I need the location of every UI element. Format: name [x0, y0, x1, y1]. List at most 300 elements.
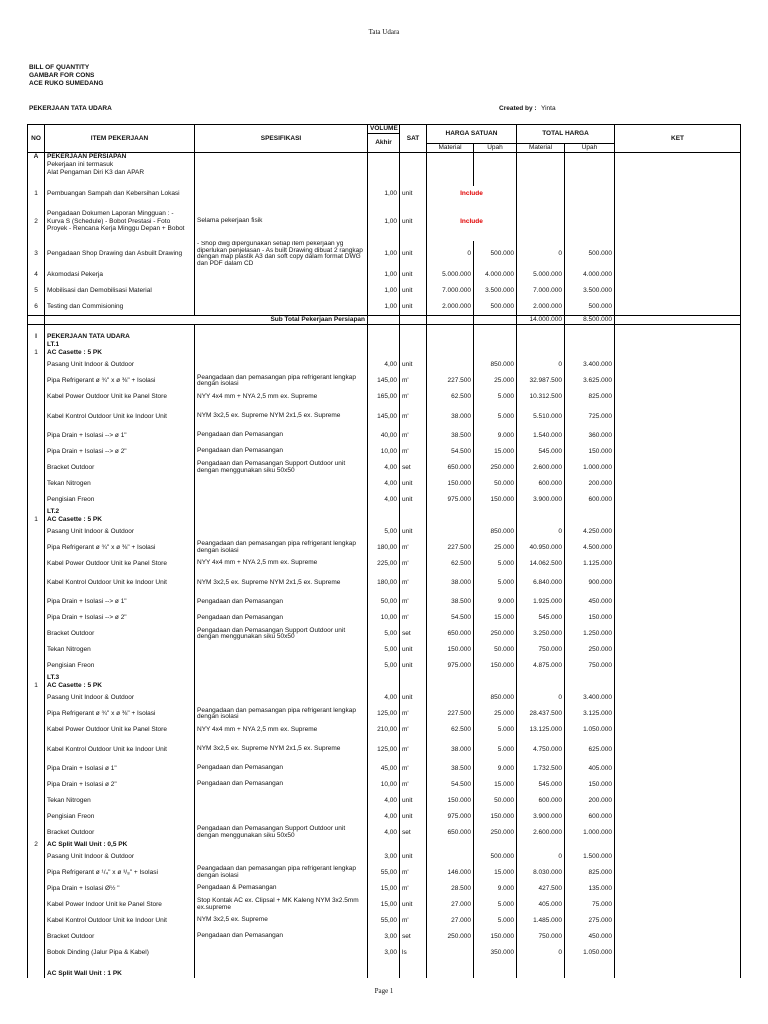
cell-volume [368, 682, 400, 690]
cell-total-material [517, 177, 565, 186]
cell-total-material: 7.000.000 [517, 283, 565, 299]
cell-no [28, 913, 45, 929]
cell-material: 975.000 [427, 658, 474, 674]
cell-ket [615, 341, 741, 349]
cell-ket [615, 849, 741, 865]
col-no: NO [28, 125, 45, 153]
cell-ket [615, 881, 741, 897]
cell-ket [615, 333, 741, 341]
cell-total-material [517, 674, 565, 682]
cell-volume [368, 169, 400, 177]
cell-total-material: 3.900.000 [517, 492, 565, 508]
table-row [28, 349, 741, 357]
cell-upah: 9.000 [474, 594, 517, 610]
cell-sat: m' [400, 738, 427, 761]
cell-volume: 210,00 [368, 722, 400, 738]
cell-upah: 500.000 [474, 241, 517, 267]
col-total-material: Material [517, 144, 565, 153]
table-row [28, 476, 741, 492]
cell-upah: 5.000 [474, 556, 517, 572]
cell-spec: NYY 4x4 mm + NYA 2,5 mm ex. Supreme [195, 389, 368, 405]
cell-upah: 50.000 [474, 476, 517, 492]
cell-item: Pipa Drain + Isolasi --> ø 1" [45, 428, 195, 444]
cell-ket [615, 324, 741, 333]
cell-item: Pipa Refrigerant ø ¾" x ø ⅜" + Isolasi [45, 540, 195, 556]
cell-volume: 5,00 [368, 524, 400, 540]
cell-no [28, 389, 45, 405]
table-row [28, 674, 741, 682]
table-row [28, 682, 741, 690]
cell-item: Kabel Power Outdoor Unit ke Panel Store [45, 722, 195, 738]
cell-item: Pipa Drain + Isolasi --> ø 2" [45, 444, 195, 460]
cell-total-material: 5.510.000 [517, 405, 565, 428]
cell-total-material: 405.000 [517, 897, 565, 913]
cell-total-upah: 3.125.000 [565, 706, 615, 722]
cell-volume: 165,00 [368, 389, 400, 405]
cell-total-upah: 1.500.000 [565, 849, 615, 865]
cell-item: Pengadaan Shop Drawing dan Asbuilt Drawing [45, 241, 195, 267]
table-row [28, 626, 741, 642]
table-row [28, 913, 741, 929]
cell-volume: 3,00 [368, 849, 400, 865]
cell-material: 62.500 [427, 556, 474, 572]
cell-material: 227.500 [427, 706, 474, 722]
cell-total-upah: 1.050.000 [565, 722, 615, 738]
cell-sat [400, 177, 427, 186]
cell-spec: Pengadaan dan Pemasangan Support Outdoor unit dengan menggunakan siku 50x50 [195, 626, 368, 642]
cell-no [28, 761, 45, 777]
cell-no [28, 444, 45, 460]
cell-sat: m' [400, 405, 427, 428]
cell-material: 62.500 [427, 722, 474, 738]
cell-volume: 1,00 [368, 202, 400, 242]
cell-total-material [517, 961, 565, 970]
cell-total-material: 14.062.500 [517, 556, 565, 572]
cell-spec: Pengadaan dan Pemasangan [195, 610, 368, 626]
cell-spec: NYM 3x2,5 ex. Supreme [195, 913, 368, 929]
cell-total-upah: 150.000 [565, 777, 615, 793]
col-material: Material [427, 144, 474, 153]
cell-item: Pipa Drain + Isolasi ø 2" [45, 777, 195, 793]
cell-upah: 5.000 [474, 738, 517, 761]
cell-item: Bobok Dinding (Jalur Pipa & Kabel) [45, 945, 195, 961]
cell-volume [368, 341, 400, 349]
cell-spec [195, 849, 368, 865]
cell-spec: Pengadaan dan Pemasangan Support Outdoor unit dengan menggunakan siku 50x50 [195, 460, 368, 476]
cell-upah: 15.000 [474, 444, 517, 460]
table-row [28, 186, 741, 202]
table-row [28, 492, 741, 508]
cell-total-upah [565, 349, 615, 357]
cell-total-material: 40.950.000 [517, 540, 565, 556]
cell-total-upah [565, 202, 615, 242]
cell-spec: - Shop dwg dipergunakan setiap item pekerjaan yg diperlukan penjelasan - As built Drawing dibuat 2 rangkap dengan map plastik A3 dan soft copy dalam format DWG dan PDF dalam CD [195, 241, 368, 267]
cell-volume: 55,00 [368, 913, 400, 929]
cell-material [427, 357, 474, 373]
cell-spec: Peangadaan dan pemasangan pipa refrigerant lengkap dengan isolasi [195, 540, 368, 556]
cell-spec [195, 809, 368, 825]
cell-upah: 5.000 [474, 405, 517, 428]
cell-upah: 50.000 [474, 793, 517, 809]
cell-total-material: 0 [517, 524, 565, 540]
cell-sat: unit [400, 241, 427, 267]
cell-material: 62.500 [427, 389, 474, 405]
cell-sat: unit [400, 186, 427, 202]
cell-no [28, 315, 45, 324]
cell-total-material: 0 [517, 849, 565, 865]
cell-ket [615, 177, 741, 186]
cell-spec [195, 283, 368, 299]
cell-material [427, 333, 474, 341]
cell-total-upah: 4.000.000 [565, 267, 615, 283]
cell-spec [195, 177, 368, 186]
cell-no [28, 738, 45, 761]
cell-sat: m' [400, 913, 427, 929]
cell-sat [400, 315, 427, 324]
cell-upah: 5.000 [474, 722, 517, 738]
table-row [28, 333, 741, 341]
cell-sat [400, 169, 427, 177]
cell-item: Kabel Power Outdoor Unit ke Panel Store [45, 389, 195, 405]
cell-total-upah: 1.125.000 [565, 556, 615, 572]
page-footer: Page 1 [374, 987, 394, 995]
table-row [28, 738, 741, 761]
cell-spec: Pengadaan dan Pemasangan [195, 929, 368, 945]
cell-no [28, 929, 45, 945]
cell-ket [615, 738, 741, 761]
table-row [28, 793, 741, 809]
cell-material [427, 161, 474, 169]
cell-volume: 4,00 [368, 492, 400, 508]
cell-no [28, 556, 45, 572]
cell-total-upah [565, 324, 615, 333]
cell-volume: 180,00 [368, 540, 400, 556]
cell-no [28, 642, 45, 658]
cell-material [427, 841, 474, 849]
cell-sat: unit [400, 809, 427, 825]
cell-volume: 5,00 [368, 642, 400, 658]
cell-spec: Pengadaan dan Pemasangan [195, 594, 368, 610]
cell-total-upah: 900.000 [565, 572, 615, 595]
cell-sat [400, 333, 427, 341]
include-badge: Include [427, 186, 517, 202]
cell-material: 38.000 [427, 572, 474, 595]
col-harga-satuan: HARGA SATUAN [427, 125, 517, 144]
cell-total-material: 0 [517, 241, 565, 267]
table-row [28, 405, 741, 428]
cell-spec [195, 299, 368, 315]
cell-item: Pengisian Freon [45, 809, 195, 825]
cell-volume [368, 161, 400, 169]
cell-total-upah: 405.000 [565, 761, 615, 777]
table-row [28, 267, 741, 283]
cell-total-upah: 4.500.000 [565, 540, 615, 556]
cell-upah: 9.000 [474, 761, 517, 777]
cell-volume: 40,00 [368, 428, 400, 444]
cell-spec [195, 349, 368, 357]
cell-material: 7.000.000 [427, 283, 474, 299]
table-row [28, 202, 741, 242]
cell-total-upah [565, 682, 615, 690]
cell-ket [615, 405, 741, 428]
cell-spec: Pengadaan dan Pemasangan [195, 777, 368, 793]
cell-sat: m' [400, 428, 427, 444]
cell-spec: NYM 3x2,5 ex. Supreme NYM 2x1,5 ex. Supreme [195, 572, 368, 595]
cell-no: 3 [28, 241, 45, 267]
table-row [28, 153, 741, 161]
cell-no: 2 [28, 202, 45, 242]
cell-spec [195, 169, 368, 177]
col-item: ITEM PEKERJAAN [45, 125, 195, 153]
cell-total-material: 3.900.000 [517, 809, 565, 825]
table-row [28, 722, 741, 738]
cell-sat: m' [400, 881, 427, 897]
cell-material [427, 524, 474, 540]
cell-ket [615, 594, 741, 610]
table-row [28, 706, 741, 722]
cell-ket [615, 267, 741, 283]
cell-upah: 850.000 [474, 524, 517, 540]
cell-total-material [517, 508, 565, 516]
cell-sat [400, 324, 427, 333]
cell-spec [195, 357, 368, 373]
cell-no [28, 492, 45, 508]
cell-item: Kabel Kontrol Outdoor Unit ke Indoor Unit [45, 572, 195, 595]
cell-no [28, 722, 45, 738]
cell-spec [195, 945, 368, 961]
cell-item: PEKERJAAN TATA UDARA [45, 333, 195, 341]
cell-sat: m' [400, 610, 427, 626]
cell-sat: m' [400, 777, 427, 793]
cell-volume: 225,00 [368, 556, 400, 572]
cell-total-material: 0 [517, 690, 565, 706]
cell-upah: 150.000 [474, 492, 517, 508]
cell-material: 54.500 [427, 444, 474, 460]
col-ket: KET [615, 125, 741, 153]
cell-total-material: 600.000 [517, 793, 565, 809]
cell-no [28, 572, 45, 595]
cell-material [427, 516, 474, 524]
cell-total-upah [565, 333, 615, 341]
cell-ket [615, 897, 741, 913]
cell-no [28, 540, 45, 556]
cell-no [28, 357, 45, 373]
cell-material: 650.000 [427, 460, 474, 476]
cell-total-material [517, 341, 565, 349]
cell-upah [474, 315, 517, 324]
cell-total-upah [565, 161, 615, 169]
cell-total-material: 750.000 [517, 929, 565, 945]
cell-upah: 25.000 [474, 540, 517, 556]
cell-ket [615, 572, 741, 595]
table-row [28, 357, 741, 373]
table-row [28, 540, 741, 556]
cell-volume [368, 841, 400, 849]
cell-total-material [517, 186, 565, 202]
cell-ket [615, 540, 741, 556]
cell-sat [400, 508, 427, 516]
cell-item: Pasang Unit Indoor & Outdoor [45, 524, 195, 540]
cell-sat: unit [400, 492, 427, 508]
cell-sat [400, 349, 427, 357]
cell-ket [615, 945, 741, 961]
cell-no [28, 594, 45, 610]
cell-volume [368, 970, 400, 978]
cell-ket [615, 793, 741, 809]
cell-item: LT.2 [45, 508, 195, 516]
cell-upah [474, 516, 517, 524]
cell-total-upah [565, 841, 615, 849]
cell-spec: Selama pekerjaan fisik [195, 202, 368, 242]
cell-upah [474, 177, 517, 186]
cell-no [28, 674, 45, 682]
cell-volume: 10,00 [368, 610, 400, 626]
cell-item: Pipa Drain + Isolasi Ø½ " [45, 881, 195, 897]
cell-sat [400, 674, 427, 682]
cell-volume [368, 674, 400, 682]
cell-ket [615, 777, 741, 793]
cell-sat: unit [400, 793, 427, 809]
cell-volume: 3,00 [368, 945, 400, 961]
cell-spec [195, 658, 368, 674]
cell-total-upah: 725.000 [565, 405, 615, 428]
cell-total-material [517, 682, 565, 690]
cell-upah: 15.000 [474, 610, 517, 626]
cell-total-upah: 1.250.000 [565, 626, 615, 642]
cell-total-material: 8.030.000 [517, 865, 565, 881]
table-row [28, 299, 741, 315]
cell-upah: 15.000 [474, 865, 517, 881]
cell-item [45, 324, 195, 333]
cell-ket [615, 299, 741, 315]
cell-volume [368, 508, 400, 516]
table-row [28, 690, 741, 706]
cell-upah [474, 349, 517, 357]
cell-item: Kabel Kontrol Outdoor Unit ke Indoor Unit [45, 913, 195, 929]
table-row [28, 389, 741, 405]
cell-item: Pipa Refrigerant ø ¾" x ø ⅜" + Isolasi [45, 373, 195, 389]
cell-total-upah: 500.000 [565, 241, 615, 267]
cell-material: 227.500 [427, 540, 474, 556]
cell-mat [427, 315, 474, 324]
cell-sat: unit [400, 524, 427, 540]
cell-upah: 5.000 [474, 572, 517, 595]
table-row [28, 761, 741, 777]
subtotal-upah: 8.500.000 [565, 315, 615, 324]
cell-spec [195, 153, 368, 161]
cell-total-upah: 825.000 [565, 389, 615, 405]
cell-total-upah: 360.000 [565, 428, 615, 444]
cell-total-material [517, 324, 565, 333]
cell-ket [615, 961, 741, 970]
cell-ket [615, 658, 741, 674]
cell-total-material [517, 516, 565, 524]
cell-total-upah: 3.625.000 [565, 373, 615, 389]
created-by-name: Yinta [541, 105, 556, 112]
cell-upah: 150.000 [474, 929, 517, 945]
cell-item [45, 961, 195, 970]
cell-spec: Pengadaan dan Pemasangan [195, 761, 368, 777]
cell-volume: 1,00 [368, 283, 400, 299]
cell-no: 1 [28, 349, 45, 357]
cell-upah: 850.000 [474, 357, 517, 373]
cell-no: 4 [28, 267, 45, 283]
cell-item: Pasang Unit Indoor & Outdoor [45, 849, 195, 865]
table-row [28, 961, 741, 970]
cell-no [28, 961, 45, 970]
cell-no [28, 881, 45, 897]
cell-material: 38.500 [427, 761, 474, 777]
cell-upah: 15.000 [474, 777, 517, 793]
cell-spec [195, 674, 368, 682]
cell-material [427, 341, 474, 349]
cell-sat: set [400, 929, 427, 945]
cell-total-material [517, 202, 565, 242]
cell-volume [368, 153, 400, 161]
cell-ket [615, 865, 741, 881]
cell-ket [615, 476, 741, 492]
cell-volume: 145,00 [368, 405, 400, 428]
cell-item [45, 177, 195, 186]
cell-upah: 4.000.000 [474, 267, 517, 283]
cell-no [28, 825, 45, 841]
cell-total-upah: 450.000 [565, 594, 615, 610]
cell-sat: unit [400, 897, 427, 913]
cell-total-material: 0 [517, 357, 565, 373]
cell-no: 1 [28, 186, 45, 202]
cell-item: AC Casette : 5 PK [45, 349, 195, 357]
cell-no [28, 476, 45, 492]
cell-ket [615, 202, 741, 242]
cell-material: 27.000 [427, 913, 474, 929]
cell-no [28, 161, 45, 169]
cell-total-material: 2.000.000 [517, 299, 565, 315]
cell-material: 650.000 [427, 825, 474, 841]
cell-sat [400, 153, 427, 161]
cell-material [427, 324, 474, 333]
cell-material [427, 945, 474, 961]
cell-spec [195, 970, 368, 978]
cell-item: Pasang Unit Indoor & Outdoor [45, 357, 195, 373]
cell-ket [615, 913, 741, 929]
cell-total-material: 3.250.000 [517, 626, 565, 642]
cell-volume: 4,00 [368, 357, 400, 373]
cell-no [28, 177, 45, 186]
cell-material: 150.000 [427, 793, 474, 809]
cell-material: 28.500 [427, 881, 474, 897]
cell-volume [368, 324, 400, 333]
cell-total-material: 600.000 [517, 476, 565, 492]
cell-item: Pekerjaan ini termasuk [45, 161, 195, 169]
cell-total-upah: 275.000 [565, 913, 615, 929]
cell-total-upah: 750.000 [565, 658, 615, 674]
cell-volume: 4,00 [368, 460, 400, 476]
cell-no [28, 897, 45, 913]
cell-item: AC Split Wall Unit : 1 PK [45, 970, 195, 978]
cell-ket [615, 825, 741, 841]
cell-total-material: 10.312.500 [517, 389, 565, 405]
doc-title-line3: ACE RUKO SUMEDANG [29, 80, 104, 87]
cell-volume: 180,00 [368, 572, 400, 595]
cell-total-material: 545.000 [517, 610, 565, 626]
table-row [28, 516, 741, 524]
cell-spec [195, 186, 368, 202]
subtotal-label: Sub Total Pekerjaan Persiapan [45, 315, 368, 324]
cell-upah [474, 970, 517, 978]
cell-spec [195, 524, 368, 540]
cell-ket [615, 929, 741, 945]
cell-volume: 10,00 [368, 444, 400, 460]
